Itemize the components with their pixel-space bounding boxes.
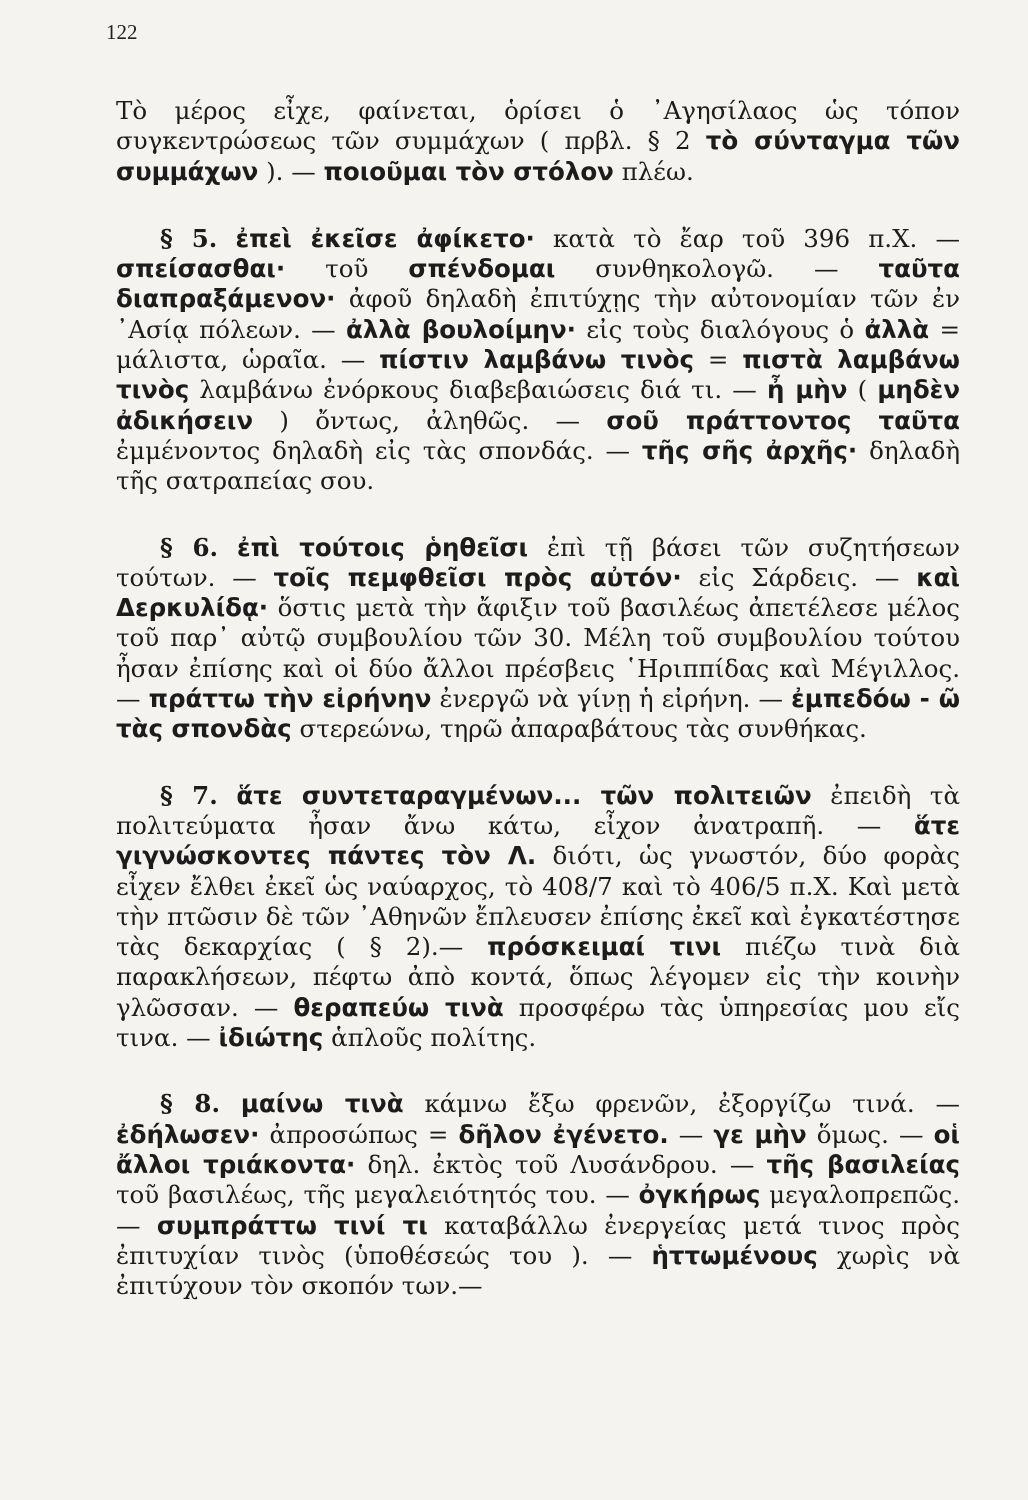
commentary-text: ἐπειδὴ τὰ πολιτεύματα ἦσαν ἄνω κάτω, εἶχον ἀνατραπῆ. — — [116, 780, 961, 840]
lemma-term: σοῦ πράττοντος ταῦτα — [606, 405, 960, 435]
commentary-text: = μάλιστα, ὡραῖα. — — [116, 314, 960, 375]
lemma-term: δῆλον ἐγένετο. — [458, 1119, 669, 1149]
lemma-term: ἰδιώτης — [218, 1023, 324, 1053]
lemma-term: τοῖς πεμφθεῖσι πρὸς αὐτόν· — [273, 562, 682, 592]
commentary-text: τοῦ βασιλέως, τῆς μεγαλειότητός του. — — [116, 1180, 639, 1210]
lemma-term: θεραπεύω τινὰ — [293, 992, 504, 1022]
commentary-text: δηλαδὴ τῆς σατραπείας σου. — [116, 435, 961, 496]
section-number: § 7. — [160, 780, 218, 810]
commentary-text: στερεώνω, τηρῶ ἀπαραβάτους τὰς συνθήκας. — [291, 714, 867, 744]
lemma-term: οἱ ἄλλοι τριάκοντα· — [116, 1119, 960, 1179]
lemma-term: πράττω τὴν εἰρήνην — [148, 684, 432, 714]
lemma-term: πιστὰ λαμβάνω τινὸς — [116, 345, 960, 405]
paragraph-section-5 — [116, 224, 960, 497]
commentary-text: ἀφοῦ δηλαδὴ ἐπιτύχῃς τὴν αὐτονομίαν τῶν ἐν ᾽Ασίᾳ πόλεων. — — [116, 284, 960, 344]
lemma-term: τῆς βασιλείας — [766, 1149, 961, 1179]
lemma-term: ταῦτα διαπραξάμενον· — [116, 254, 960, 314]
lemma-term: ἐπὶ τούτοις ῥηθεῖσι — [236, 532, 529, 562]
lemma-term: ἅτε γιγνώσκοντες πάντες τὸν Λ. — [116, 810, 960, 871]
commentary-text: δηλ. ἐκτὸς τοῦ Λυσάνδρου. — — [355, 1149, 767, 1179]
commentary-text: εἰς τοὺς διαλόγους ὁ — [576, 314, 865, 344]
commentary-text: συνθηκολογῶ. — — [555, 254, 879, 284]
lemma-term: μηδὲν ἀδικήσειν — [116, 375, 961, 435]
commentary-text: κάμνω ἔξω φρενῶν, ἐξοργίζω τινά. — — [403, 1089, 961, 1119]
page-number: 122 — [106, 20, 138, 44]
section-number: § 5. — [160, 223, 218, 253]
commentary-text: — — [668, 1119, 714, 1149]
commentary-text: καταβάλλω ἐνεργείας μετά τινος πρὸς ἐπιτυχίαν τινὸς (ὑποθέσεώς του ). — — [116, 1210, 960, 1270]
commentary-text: διότι, ὡς γνωστόν, δύο φορὰς εἶχεν ἔλθει ἐκεῖ ὡς ναύαρχος, τὸ 408/7 καὶ τὸ 406/5 π.Χ. Καὶ μετὰ τὴν πτῶσιν δὲ τῶν ᾽Αθηνῶν ἔπλευσεν ἐπίσης ἐκεῖ καὶ ἐγκατέστησε τὰς δεκαρχίας ( § 2).— — [116, 841, 961, 962]
lemma-term: ἡττωμένους — [651, 1240, 818, 1270]
commentary-text: ) ὄντως, ἀληθῶς. — — [253, 405, 607, 435]
lemma-term: συμπράττω τινί τι — [156, 1210, 428, 1240]
paragraph-continuation — [116, 96, 960, 187]
commentary-text: ἀπροσώπως = — [259, 1119, 459, 1149]
lemma-term: τὸ σύνταγμα τῶν συμμάχων — [116, 126, 960, 186]
commentary-text: πιέζω τινὰ διὰ παρακλήσεων, πέφτω ἀπὸ κοντά, ὅπως λέγομεν εἰς τὴν κοινὴν γλῶσσαν. — — [116, 932, 960, 1022]
lemma-term: σπένδομαι — [408, 254, 556, 284]
lemma-term: τῆς σῆς ἀρχῆς· — [641, 435, 858, 465]
commentary-text: προσφέρω τὰς ὑπηρεσίας μου εἴς τινα. — — [116, 992, 961, 1053]
lemma-term: ὀγκήρως — [638, 1180, 761, 1210]
lemma-term: γε μὴν — [713, 1119, 807, 1149]
commentary-text: χωρὶς νὰ ἐπιτύχουν τὸν σκοπόν των.— — [116, 1240, 960, 1301]
lemma-term: ἀλλὰ — [864, 314, 930, 344]
commentary-text: Τὸ μέρος εἶχε, φαίνεται, ὁρίσει ὁ ᾽Αγησίλαος ὡς τόπον συγκεντρώσεως τῶν συμμάχων ( πρβλ. § 2 — [116, 96, 960, 156]
lemma-term: ποιοῦμαι τὸν στόλον — [323, 156, 614, 186]
lemma-term: πίστιν λαμβάνω τινὸς — [379, 345, 695, 375]
commentary-text: ἐμμένοντος δηλαδὴ εἰς τὰς σπονδάς. — — [116, 435, 642, 465]
commentary-text: κατὰ τὸ ἔαρ τοῦ 396 π.Χ. — — [534, 223, 960, 253]
commentary-text: ἐνεργῶ νὰ γίνῃ ἡ εἰρήνη. — — [431, 684, 792, 714]
commentary-text: ὅστις μετὰ τὴν ἄφιξιν τοῦ βασιλέως ἀπετέλεσε μέλος τοῦ παρ᾽ αὐτῷ συμβουλίου τῶν 30. Μέλη τοῦ συμβουλίου τούτου ἦσαν ἐπίσης καὶ οἱ δύο ἄλλοι πρέσβεις ῾Ηριππίδας καὶ Μέγιλλος. — — [116, 593, 960, 714]
commentary-text: ). — — [258, 156, 324, 186]
lemma-term: σπείσασθαι· — [116, 254, 286, 284]
lemma-term: καὶ Δερκυλίδᾳ· — [116, 562, 960, 623]
commentary-text: εἰς Σάρδεις. — — [681, 562, 917, 592]
commentary-text: τοῦ — [285, 254, 409, 284]
lemma-term: μαίνω τινὰ — [240, 1089, 404, 1119]
commentary-text: ὅμως. — — [806, 1119, 934, 1149]
lemma-term: ἐπεὶ ἐκεῖσε ἀφίκετο· — [235, 223, 535, 253]
lemma-term: ἦ μὴν — [766, 375, 848, 405]
lemma-term: ἐδήλωσεν· — [116, 1119, 260, 1149]
commentary-text: ἐπὶ τῇ βάσει τῶν συζητήσεων τούτων. — — [116, 532, 960, 592]
lemma-term: ἅτε συντεταραγμένων... τῶν πολιτειῶν — [236, 780, 812, 810]
section-number: § 8. — [160, 1089, 220, 1119]
paragraph-section-7 — [116, 781, 960, 1054]
section-number: § 6. — [160, 532, 219, 562]
lemma-term: ἀλλὰ βουλοίμην· — [346, 314, 576, 344]
paragraph-section-8 — [116, 1089, 960, 1301]
commentary-text: = — [694, 345, 743, 375]
commentary-text: ( — [847, 375, 878, 405]
lemma-term: ἐμπεδόω - ῶ τὰς σπονδὰς — [116, 684, 960, 744]
commentary-text: λαμβάνω ἐνόρκους διαβεβαιώσεις διά τι. — — [189, 375, 767, 405]
commentary-text: μεγαλοπρεπῶς. — — [116, 1180, 961, 1240]
page-body — [116, 96, 960, 1337]
lemma-term: πρόσκειμαί τινι — [487, 932, 722, 962]
paragraph-section-6 — [116, 533, 960, 745]
commentary-text: ἁπλοῦς πολίτης. — [323, 1023, 537, 1053]
commentary-text: πλέω. — [613, 156, 694, 186]
